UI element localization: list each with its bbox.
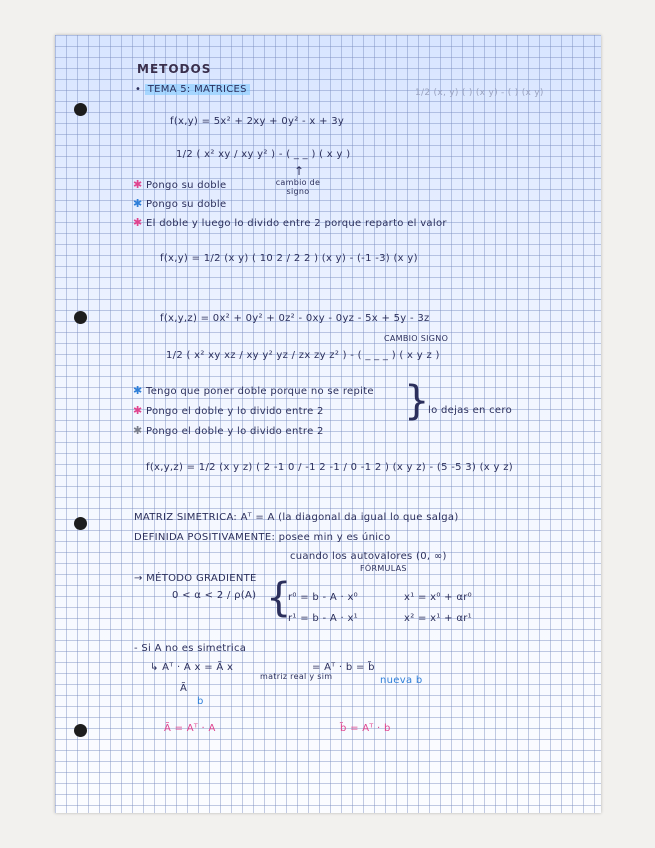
topic-highlight: TEMA 5: MATRICES	[145, 84, 250, 95]
nonsymmetric-label: - Si A no es simetrica	[134, 643, 247, 654]
formula-r0: r⁰ = b - A · x⁰	[288, 592, 358, 603]
formulas-label: FÓRMULAS	[360, 564, 407, 573]
formula-x2: x² = x¹ + αr¹	[404, 613, 472, 624]
atilde-label: Ã	[180, 683, 188, 694]
matrix-note: matriz real y sim	[260, 672, 333, 681]
note-line: ✱ Pongo el doble y lo divido entre 2	[133, 424, 324, 437]
new-b-label: nueva b	[380, 675, 423, 686]
positive-definite-line: DEFINIDA POSITIVAMENTE: posee min y es único	[134, 532, 391, 543]
eigenvalues-line: cuando los autovalores (0, ∞)	[290, 551, 447, 562]
note-line: ✱ Pongo su doble	[133, 178, 227, 191]
note-line: ✱ Pongo el doble y lo divido entre 2	[133, 404, 324, 417]
bullet-icon: ✱	[133, 216, 143, 229]
formula-x1: x¹ = x⁰ + αr⁰	[404, 592, 472, 603]
note-line: ✱ El doble y luego lo divido entre 2 porque reparto el valor	[133, 216, 447, 229]
arrow-label: cambio de signo	[275, 178, 321, 196]
equation-1-matrix: 1/2 ( x² xy / xy y² ) - ( _ _ ) ( x y )	[176, 149, 351, 160]
sign-change-label: CAMBIO SIGNO	[384, 334, 449, 343]
note-line: ✱ Pongo su doble	[133, 197, 227, 210]
b-label: b	[197, 696, 204, 707]
formula-r1: r¹ = b - A · x¹	[288, 613, 358, 624]
left-brace: {	[266, 575, 292, 621]
equation-1: f(x,y) = 5x² + 2xy + 0y² - x + 3y	[170, 116, 345, 127]
binder-hole	[74, 103, 87, 116]
symmetric-matrix-line: MATRIZ SIMETRICA: Aᵀ = A (la diagonal da igual lo que salga)	[134, 512, 459, 523]
equation-2: f(x,y,z) = 0x² + 0y² + 0z² - 0xy - 0yz - 5x + 5y - 3z	[160, 313, 430, 324]
bullet-icon: ✱	[133, 197, 143, 210]
nonsymmetric-equation-right: = Aᵀ · b = b̃	[312, 662, 375, 673]
page-title: METODOS	[137, 62, 212, 76]
bullet-icon: ✱	[133, 384, 143, 397]
bullet-icon: ✱	[133, 404, 143, 417]
bullet-icon: ✱	[133, 424, 143, 437]
nonsymmetric-equation: ↳ Aᵀ · A x = Ã x	[150, 662, 234, 673]
equation-2-matrix: 1/2 ( x² xy xz / xy y² yz / zx zy z² ) - ( _ _ _ ) ( x y z )	[166, 350, 440, 361]
bullet-icon: ✱	[133, 178, 143, 191]
final-b-tilde: b̃ = Aᵀ · b	[340, 723, 391, 734]
up-arrow-icon: ↑	[294, 164, 305, 178]
equation-2-result: f(x,y,z) = 1/2 (x y z) ( 2 -1 0 / -1 2 -1 / 0 -1 2 ) (x y z) - (5 -5 3) (x y z)	[146, 462, 513, 473]
brace-conclusion: lo dejas en cero	[428, 405, 512, 416]
note-line: ✱ Tengo que poner doble porque no se repite	[133, 384, 374, 397]
binder-hole	[74, 517, 87, 530]
gradient-condition: 0 < α < 2 / ρ(A)	[172, 590, 257, 601]
binder-hole	[74, 311, 87, 324]
equation-1-result: f(x,y) = 1/2 (x y) ( 10 2 / 2 2 ) (x y) - (-1 -3) (x y)	[160, 253, 418, 264]
right-brace: }	[404, 378, 430, 424]
corner-note: 1/2 (x, y) ( ) (x y) - ( ) (x y)	[415, 88, 544, 98]
topic-line: • TEMA 5: MATRICES	[135, 84, 250, 95]
final-a-tilde: Ã = Aᵀ · A	[164, 723, 216, 734]
binder-hole	[74, 724, 87, 737]
gradient-method-label: → MÉTODO GRADIENTE	[134, 573, 257, 584]
